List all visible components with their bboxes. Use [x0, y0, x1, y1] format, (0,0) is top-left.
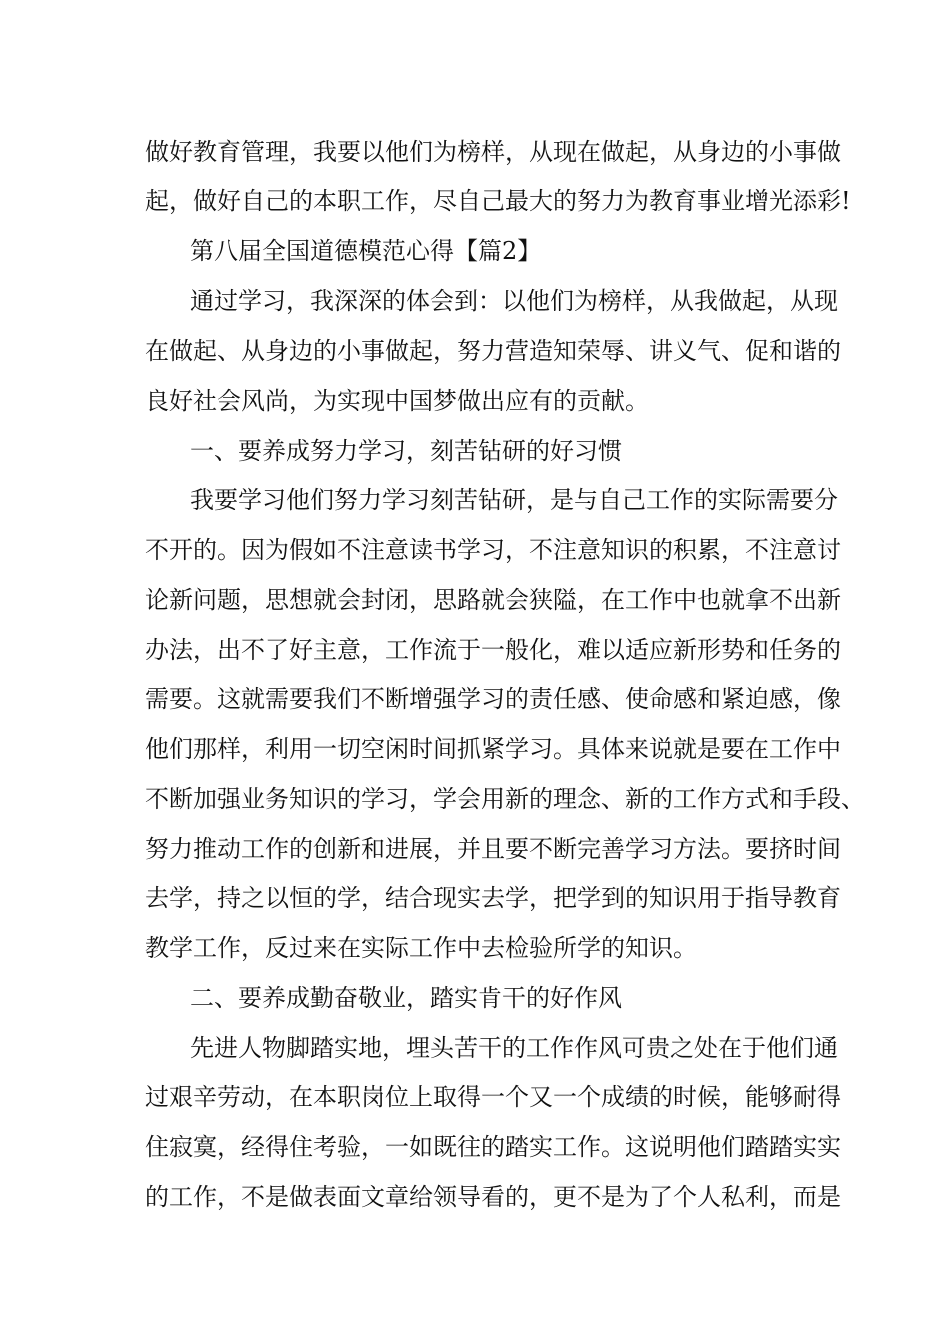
text-line: 住寂寞，经得住考验，一如既往的踏实工作。这说明他们踏踏实实 — [145, 1133, 841, 1161]
text-line: 需要。这就需要我们不断增强学习的责任感、使命感和紧迫感，像 — [145, 685, 841, 713]
text-line: 办法，出不了好主意，工作流于一般化，难以适应新形势和任务的 — [145, 636, 841, 664]
text-line: 做好教育管理，我要以他们为榜样，从现在做起，从身边的小事做 — [145, 138, 841, 166]
text-line: 先进人物脚踏实地，埋头苦干的工作作风可贵之处在于他们通 — [190, 1034, 838, 1062]
text-line: 过艰辛劳动，在本职岗位上取得一个又一个成绩的时候，能够耐得 — [145, 1083, 841, 1111]
text-line: 我要学习他们努力学习刻苦钻研，是与自己工作的实际需要分 — [190, 486, 838, 514]
subheading: 二、要养成勤奋敬业，踏实肯干的好作风 — [190, 984, 622, 1012]
text-line: 良好社会风尚，为实现中国梦做出应有的贡献。 — [145, 387, 649, 415]
text-line: 他们那样，利用一切空闲时间抓紧学习。具体来说就是要在工作中 — [145, 735, 841, 763]
text-line: 的工作，不是做表面文章给领导看的，更不是为了个人私利，而是 — [145, 1183, 841, 1211]
text-line: 通过学习，我深深的体会到：以他们为榜样，从我做起，从现 — [190, 287, 838, 315]
text-line: 论新问题，思想就会封闭，思路就会狭隘，在工作中也就拿不出新 — [145, 586, 841, 614]
text-line: 不断加强业务知识的学习，学会用新的理念、新的工作方式和手段、 — [145, 785, 865, 813]
subheading: 一、要养成努力学习，刻苦钻研的好习惯 — [190, 437, 622, 465]
text-line: 在做起、从身边的小事做起，努力营造知荣辱、讲义气、促和谐的 — [145, 337, 841, 365]
text-line: 努力推动工作的创新和进展，并且要不断完善学习方法。要挤时间 — [145, 835, 841, 863]
text-line: 去学，持之以恒的学，结合现实去学，把学到的知识用于指导教育 — [145, 884, 841, 912]
text-line: 不开的。因为假如不注意读书学习，不注意知识的积累，不注意讨 — [145, 536, 841, 564]
section-heading: 第八届全国道德模范心得【篇2】 — [190, 237, 542, 265]
text-line: 教学工作，反过来在实际工作中去检验所学的知识。 — [145, 934, 697, 962]
text-line: 起，做好自己的本职工作，尽自己最大的努力为教育事业增光添彩! — [145, 187, 851, 215]
